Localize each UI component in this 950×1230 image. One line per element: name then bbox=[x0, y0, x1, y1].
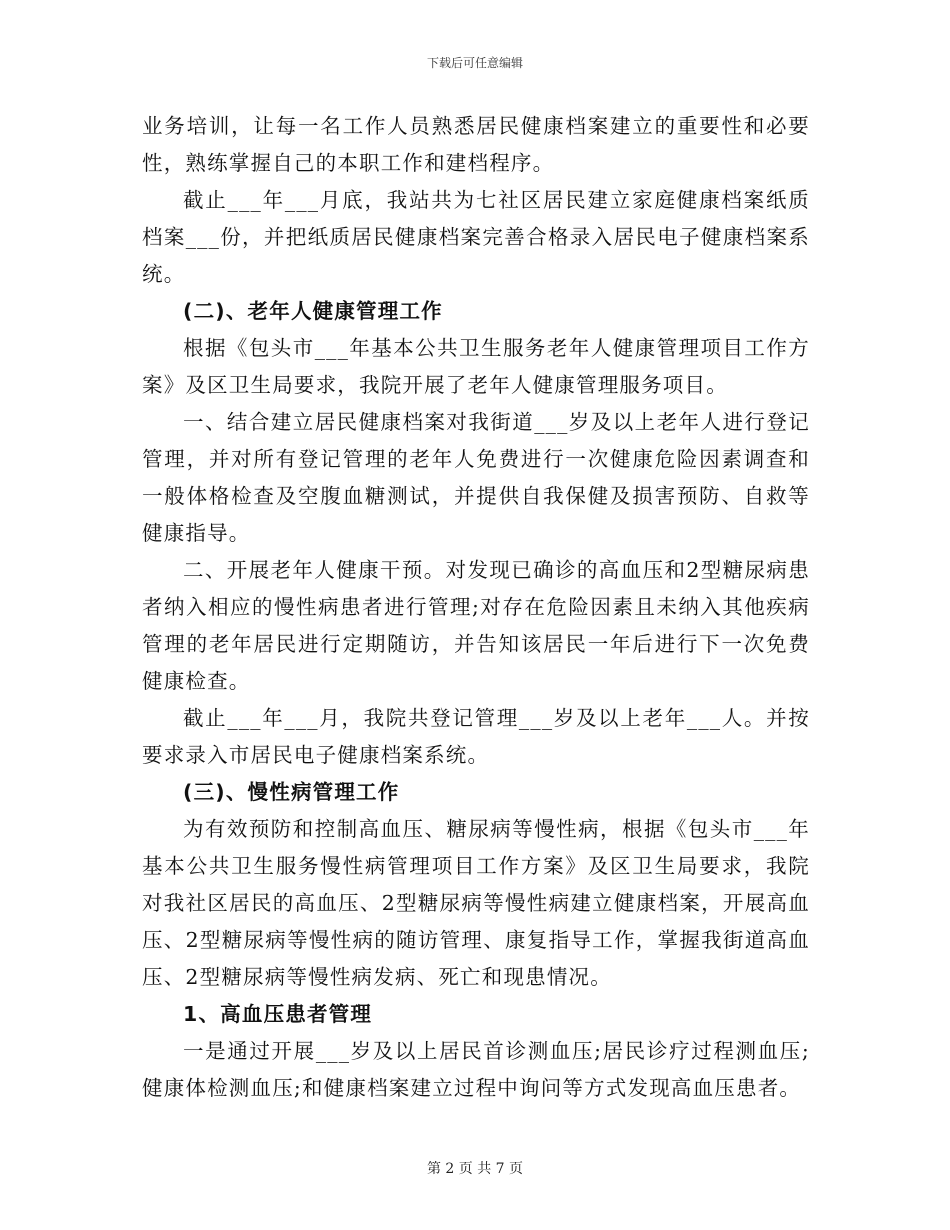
paragraph: 为有效预防和控制高血压、糖尿病等慢性病，根据《包头市___年基本公共卫生服务慢性病管理项目工作方案》及区卫生局要求，我院对我社区居民的高血压、2型糖尿病等慢性病建立健康档案，开展高血压、2型糖尿病等慢性病的随访管理、康复指导工作，掌握我街道高血压、2型糖尿病等慢性病发病、死亡和现患情况。 bbox=[142, 817, 810, 989]
section-heading: (三)、慢性病管理工作 bbox=[183, 780, 400, 804]
paragraph: 一、结合建立居民健康档案对我街道___岁及以上老年人进行登记管理，并对所有登记管理的老年人免费进行一次健康危险因素调查和一般体格检查及空腹血糖测试，并提供自我保健及损害预防、自救等健康指导。 bbox=[142, 410, 810, 545]
section-heading: 1、高血压患者管理 bbox=[183, 1002, 373, 1026]
section-heading: (二)、老年人健康管理工作 bbox=[183, 299, 443, 323]
document-body bbox=[142, 108, 810, 1107]
paragraph: 一是通过开展___岁及以上居民首诊测血压;居民诊疗过程测血压;健康体检测血压;和健康档案建立过程中询问等方式发现高血压患者。 bbox=[142, 1039, 810, 1100]
paragraph: 二、开展老年人健康干预。对发现已确诊的高血压和2型糖尿病患者纳入相应的慢性病患者进行管理;对存在危险因素且未纳入其他疾病管理的老年居民进行定期随访，并告知该居民一年后进行下一次免费健康检查。 bbox=[142, 558, 810, 693]
page-header: 下载后可任意编辑 bbox=[426, 56, 523, 70]
paragraph: 业务培训，让每一名工作人员熟悉居民健康档案建立的重要性和必要性，熟练掌握自己的本职工作和建档程序。 bbox=[142, 114, 810, 175]
paragraph: 根据《包头市___年基本公共卫生服务老年人健康管理项目工作方案》及区卫生局要求，我院开展了老年人健康管理服务项目。 bbox=[142, 336, 810, 397]
paragraph: 截止___年___月，我院共登记管理___岁及以上老年___人。并按要求录入市居民电子健康档案系统。 bbox=[142, 706, 810, 767]
page-number: 第 2 页 共 7 页 bbox=[426, 1161, 524, 1177]
paragraph: 截止___年___月底，我站共为七社区居民建立家庭健康档案纸质档案___份，并把纸质居民健康档案完善合格录入居民电子健康档案系统。 bbox=[142, 188, 810, 286]
